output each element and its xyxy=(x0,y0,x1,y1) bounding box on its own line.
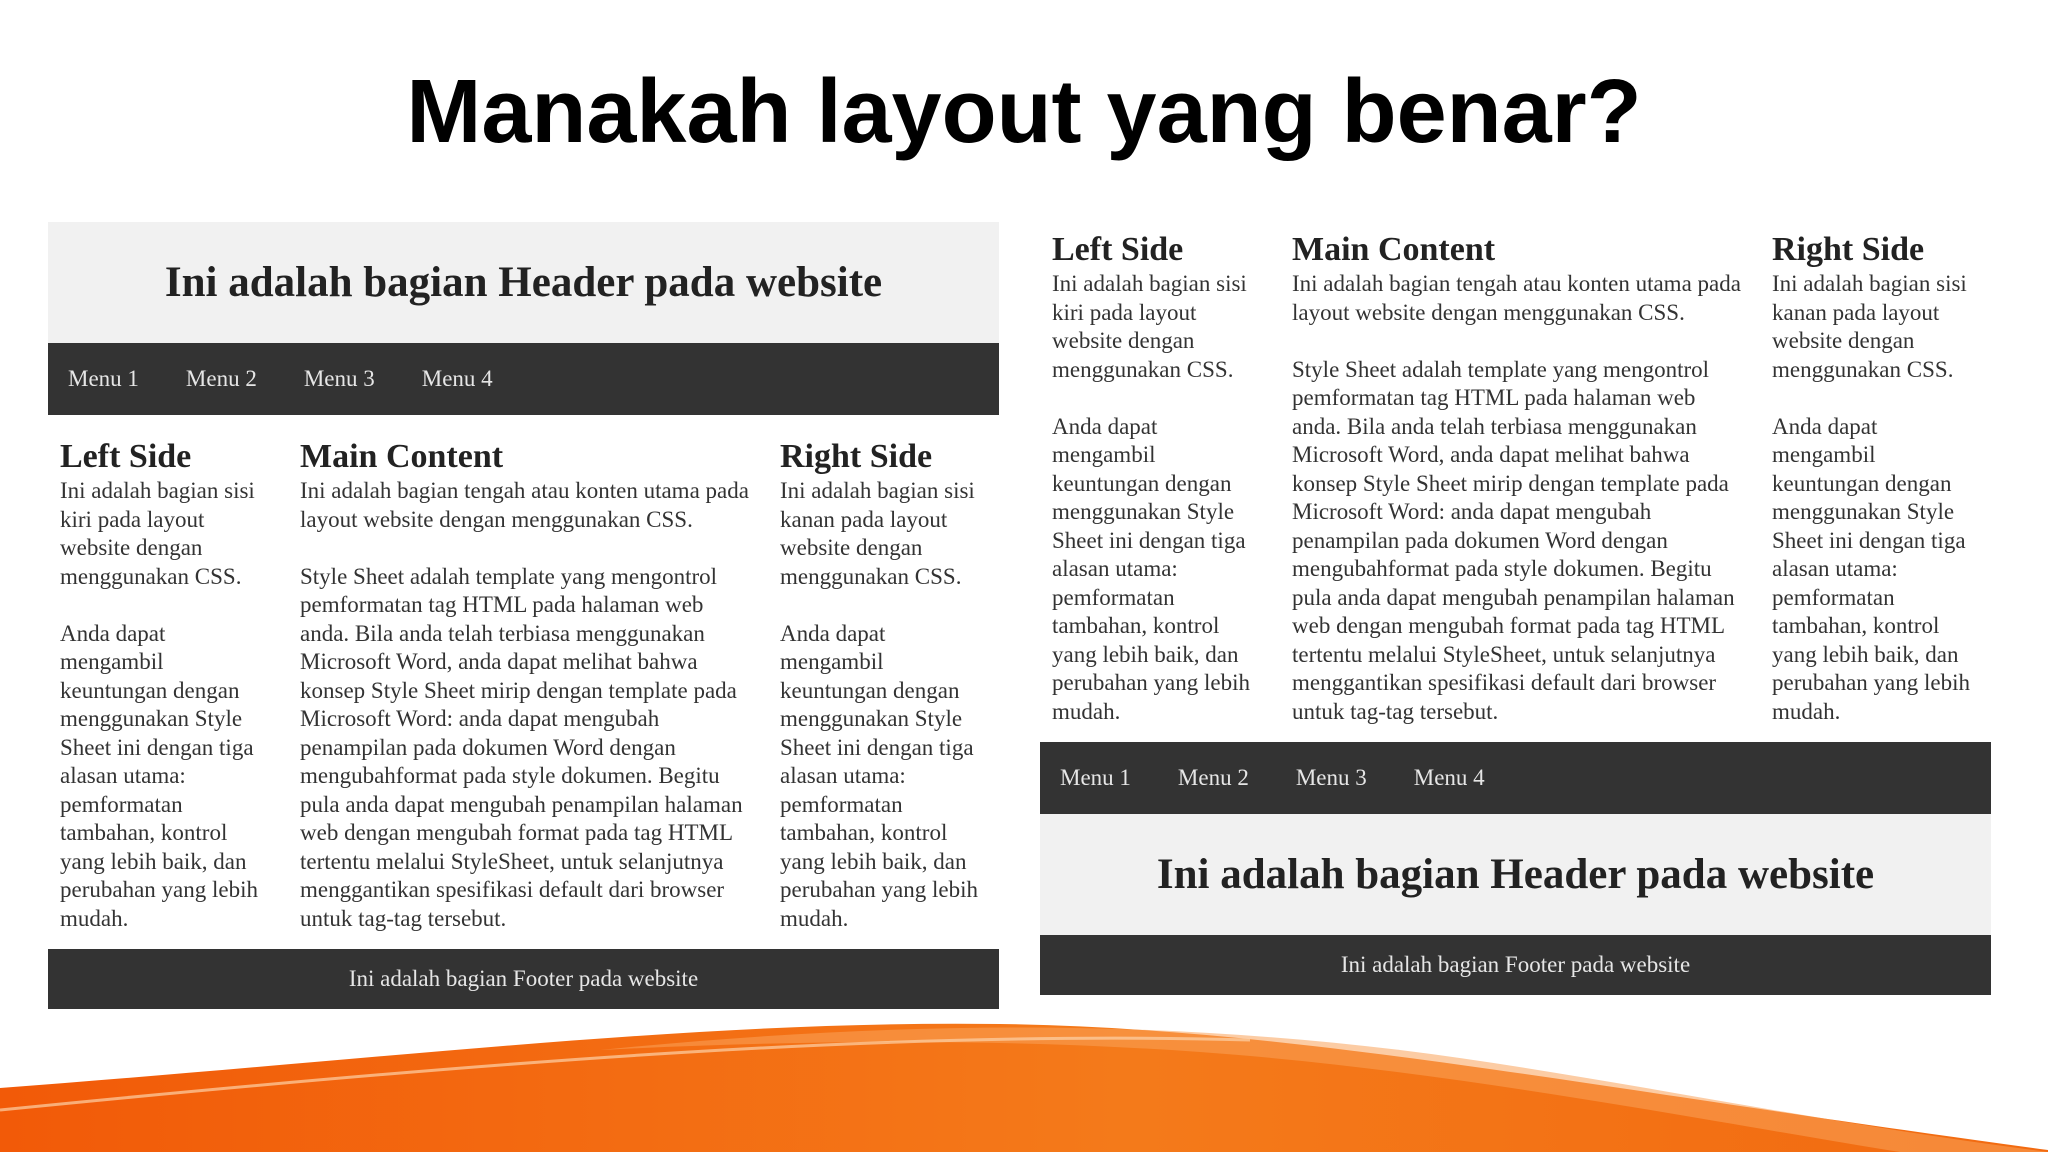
decorative-wave xyxy=(0,1000,2048,1152)
left-side-paragraph-2: Anda dapat mengambil keuntungan dengan menggunakan Style Sheet ini dengan tiga alasan utama: pemformatan tambahan, kontrol yang lebih baik, dan perubahan yang lebih mudah. xyxy=(1052,413,1250,724)
left-side-paragraph-1: Ini adalah bagian sisi kiri pada layout website dengan menggunakan CSS. xyxy=(60,478,255,589)
layout-a-screenshot xyxy=(48,222,999,1009)
menu-item-1[interactable]: Menu 1 xyxy=(1060,765,1131,790)
right-side-paragraph-2: Anda dapat mengambil keuntungan dengan menggunakan Style Sheet ini dengan tiga alasan utama: pemformatan tambahan, kontrol yang lebih baik, dan perubahan yang lebih mudah. xyxy=(1772,413,1970,724)
slide-title: Manakah layout yang benar? xyxy=(406,62,1642,162)
site-header: Ini adalah bagian Header pada website xyxy=(1040,814,1991,935)
main-content-column xyxy=(300,437,780,933)
right-side-heading: Right Side xyxy=(1772,231,1925,268)
right-side-column xyxy=(1772,230,1977,726)
main-content-paragraph-1: Ini adalah bagian tengah atau konten utama pada layout website dengan menggunakan CSS. xyxy=(300,478,749,532)
main-content-paragraph-2: Style Sheet adalah template yang mengontrol pemformatan tag HTML pada halaman web anda. Bila anda telah terbiasa menggunakan Microsoft Word, anda dapat melihat bahwa konsep Style Sheet mirip dengan template pada Microsoft Word: anda dapat mengubah penampilan pada dokumen Word dengan mengubahformat pada style dokumen. Begitu pula anda dapat mengubah penampilan halaman web dengan mengubah format pada tag HTML tertentu melalui StyleSheet, untuk selanjutnya menggantikan spesifikasi default dari browser untuk tag-tag tersebut. xyxy=(1292,356,1735,724)
site-footer: Ini adalah bagian Footer pada website xyxy=(48,949,999,1009)
site-footer: Ini adalah bagian Footer pada website xyxy=(1040,935,1991,995)
menu-item-2[interactable]: Menu 2 xyxy=(185,366,257,391)
menu-item-3[interactable]: Menu 3 xyxy=(1295,765,1367,790)
content-columns xyxy=(48,415,999,949)
left-side-column xyxy=(1052,230,1292,726)
right-side-paragraph-1: Ini adalah bagian sisi kanan pada layout website dengan menggunakan CSS. xyxy=(780,478,975,589)
menu-item-3[interactable]: Menu 3 xyxy=(303,366,375,391)
main-content-column xyxy=(1292,230,1772,726)
menu-item-1[interactable]: Menu 1 xyxy=(68,366,139,391)
right-side-heading: Right Side xyxy=(780,438,933,475)
menu-item-2[interactable]: Menu 2 xyxy=(1177,765,1249,790)
right-side-paragraph-2: Anda dapat mengambil keuntungan dengan menggunakan Style Sheet ini dengan tiga alasan utama: pemformatan tambahan, kontrol yang lebih baik, dan perubahan yang lebih mudah. xyxy=(780,620,978,931)
content-columns xyxy=(1040,222,1991,742)
left-side-paragraph-2: Anda dapat mengambil keuntungan dengan menggunakan Style Sheet ini dengan tiga alasan utama: pemformatan tambahan, kontrol yang lebih baik, dan perubahan yang lebih mudah. xyxy=(60,620,258,931)
menu-item-4[interactable]: Menu 4 xyxy=(421,366,493,391)
main-content-paragraph-2: Style Sheet adalah template yang mengontrol pemformatan tag HTML pada halaman web anda. Bila anda telah terbiasa menggunakan Microsoft Word, anda dapat melihat bahwa konsep Style Sheet mirip dengan template pada Microsoft Word: anda dapat mengubah penampilan pada dokumen Word dengan mengubahformat pada style dokumen. Begitu pula anda dapat mengubah penampilan halaman web dengan mengubah format pada tag HTML tertentu melalui StyleSheet, untuk selanjutnya menggantikan spesifikasi default dari browser untuk tag-tag tersebut. xyxy=(300,563,743,931)
layout-b-screenshot xyxy=(1040,222,1991,995)
main-content-heading: Main Content xyxy=(300,438,504,475)
right-side-column xyxy=(780,437,985,933)
site-header: Ini adalah bagian Header pada website xyxy=(48,222,999,343)
left-side-column xyxy=(60,437,300,933)
main-content-heading: Main Content xyxy=(1292,231,1496,268)
left-side-paragraph-1: Ini adalah bagian sisi kiri pada layout website dengan menggunakan CSS. xyxy=(1052,271,1247,382)
left-side-heading: Left Side xyxy=(1052,231,1184,268)
left-side-heading: Left Side xyxy=(60,438,192,475)
right-side-paragraph-1: Ini adalah bagian sisi kanan pada layout website dengan menggunakan CSS. xyxy=(1772,271,1967,382)
main-content-paragraph-1: Ini adalah bagian tengah atau konten utama pada layout website dengan menggunakan CSS. xyxy=(1292,271,1741,325)
site-menu-bar xyxy=(1040,742,1991,814)
menu-item-4[interactable]: Menu 4 xyxy=(1413,765,1485,790)
site-menu-bar xyxy=(48,343,999,415)
